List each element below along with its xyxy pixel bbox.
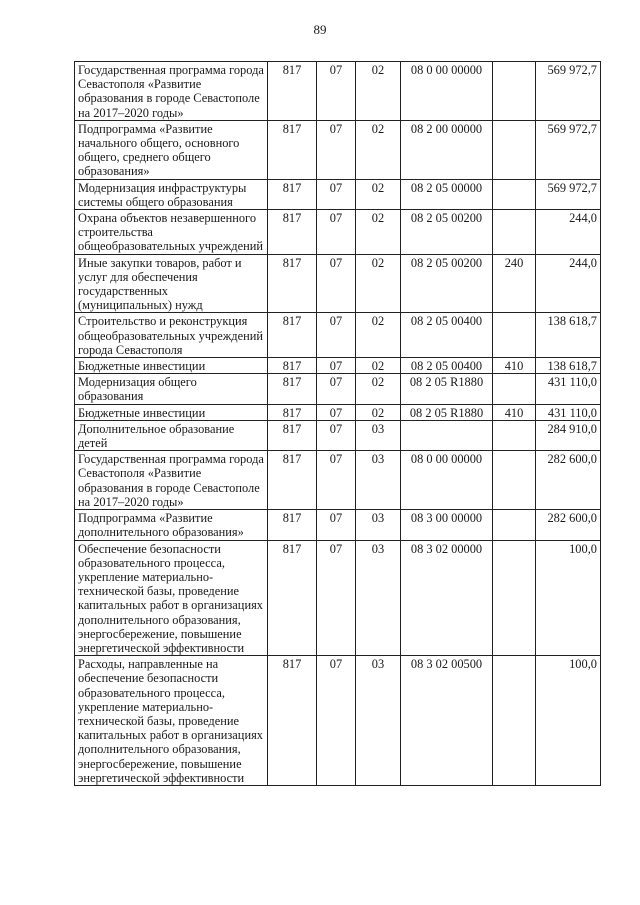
row-target-article: 08 3 00 00000 bbox=[401, 510, 493, 540]
table-row bbox=[75, 62, 601, 121]
row-name: Строительство и реконструкция общеобразовательных учреждений города Севастополя bbox=[75, 313, 268, 358]
row-target-article: 08 2 05 R1880 bbox=[401, 404, 493, 420]
row-subsection-code: 02 bbox=[356, 254, 401, 313]
row-expense-type: 410 bbox=[493, 404, 536, 420]
row-amount: 569 972,7 bbox=[536, 62, 601, 121]
row-target-article: 08 2 05 R1880 bbox=[401, 374, 493, 404]
row-amount: 138 618,7 bbox=[536, 313, 601, 358]
row-amount: 282 600,0 bbox=[536, 510, 601, 540]
row-target-article: 08 2 00 00000 bbox=[401, 120, 493, 179]
row-gr-code: 817 bbox=[268, 210, 317, 255]
row-gr-code: 817 bbox=[268, 374, 317, 404]
row-section-code: 07 bbox=[317, 510, 356, 540]
row-amount: 282 600,0 bbox=[536, 451, 601, 510]
row-name: Подпрограмма «Развитие начального общего, основного общего, среднего общего образования» bbox=[75, 120, 268, 179]
table-row bbox=[75, 540, 601, 656]
row-subsection-code: 02 bbox=[356, 62, 401, 121]
row-amount: 244,0 bbox=[536, 210, 601, 255]
row-subsection-code: 02 bbox=[356, 179, 401, 209]
row-gr-code: 817 bbox=[268, 540, 317, 656]
row-subsection-code: 03 bbox=[356, 656, 401, 786]
row-gr-code: 817 bbox=[268, 179, 317, 209]
row-section-code: 07 bbox=[317, 540, 356, 656]
row-subsection-code: 02 bbox=[356, 210, 401, 255]
row-gr-code: 817 bbox=[268, 451, 317, 510]
row-amount: 100,0 bbox=[536, 540, 601, 656]
row-target-article: 08 2 05 00400 bbox=[401, 313, 493, 358]
row-subsection-code: 02 bbox=[356, 358, 401, 374]
row-section-code: 07 bbox=[317, 313, 356, 358]
row-gr-code: 817 bbox=[268, 510, 317, 540]
row-amount: 138 618,7 bbox=[536, 358, 601, 374]
row-name: Охрана объектов незавершенного строительства общеобразовательных учреждений bbox=[75, 210, 268, 255]
row-name: Расходы, направленные на обеспечение безопасности образовательного процесса, укрепление материально-технической базы, проведение капитальных работ в организациях дополнительного образования, энергосбережение, повышение энергетической эффективности bbox=[75, 656, 268, 786]
row-section-code: 07 bbox=[317, 210, 356, 255]
table-row bbox=[75, 374, 601, 404]
row-target-article bbox=[401, 420, 493, 450]
row-target-article: 08 2 05 00200 bbox=[401, 254, 493, 313]
row-subsection-code: 02 bbox=[356, 374, 401, 404]
row-subsection-code: 03 bbox=[356, 540, 401, 656]
row-name: Дополнительное образование детей bbox=[75, 420, 268, 450]
budget-table bbox=[74, 61, 601, 786]
row-section-code: 07 bbox=[317, 451, 356, 510]
row-name: Модернизация общего образования bbox=[75, 374, 268, 404]
page-number: 89 bbox=[313, 22, 327, 37]
table-row bbox=[75, 358, 601, 374]
table-row bbox=[75, 120, 601, 179]
row-section-code: 07 bbox=[317, 120, 356, 179]
row-subsection-code: 03 bbox=[356, 420, 401, 450]
row-amount: 284 910,0 bbox=[536, 420, 601, 450]
row-section-code: 07 bbox=[317, 254, 356, 313]
row-expense-type: 240 bbox=[493, 254, 536, 313]
row-expense-type bbox=[493, 540, 536, 656]
row-section-code: 07 bbox=[317, 62, 356, 121]
row-gr-code: 817 bbox=[268, 420, 317, 450]
row-target-article: 08 3 02 00500 bbox=[401, 656, 493, 786]
row-expense-type bbox=[493, 420, 536, 450]
row-amount: 431 110,0 bbox=[536, 374, 601, 404]
row-name: Иные закупки товаров, работ и услуг для обеспечения государственных (муниципальных) нужд bbox=[75, 254, 268, 313]
row-subsection-code: 02 bbox=[356, 313, 401, 358]
row-amount: 244,0 bbox=[536, 254, 601, 313]
row-expense-type bbox=[493, 120, 536, 179]
row-section-code: 07 bbox=[317, 404, 356, 420]
row-gr-code: 817 bbox=[268, 313, 317, 358]
row-gr-code: 817 bbox=[268, 358, 317, 374]
row-name: Бюджетные инвестиции bbox=[75, 404, 268, 420]
row-amount: 569 972,7 bbox=[536, 179, 601, 209]
row-expense-type: 410 bbox=[493, 358, 536, 374]
table-row bbox=[75, 313, 601, 358]
row-name: Подпрограмма «Развитие дополнительного образования» bbox=[75, 510, 268, 540]
row-target-article: 08 0 00 00000 bbox=[401, 62, 493, 121]
table-row bbox=[75, 420, 601, 450]
row-target-article: 08 2 05 00200 bbox=[401, 210, 493, 255]
row-gr-code: 817 bbox=[268, 62, 317, 121]
table-row bbox=[75, 656, 601, 786]
row-name: Модернизация инфраструктуры системы общего образования bbox=[75, 179, 268, 209]
row-section-code: 07 bbox=[317, 374, 356, 404]
row-gr-code: 817 bbox=[268, 404, 317, 420]
row-amount: 431 110,0 bbox=[536, 404, 601, 420]
table-row bbox=[75, 404, 601, 420]
row-target-article: 08 2 05 00000 bbox=[401, 179, 493, 209]
row-name: Государственная программа города Севастополя «Развитие образования в городе Севастополе на 2017–2020 годы» bbox=[75, 451, 268, 510]
table-row bbox=[75, 210, 601, 255]
table-row bbox=[75, 451, 601, 510]
row-subsection-code: 02 bbox=[356, 120, 401, 179]
row-amount: 100,0 bbox=[536, 656, 601, 786]
row-expense-type bbox=[493, 656, 536, 786]
row-expense-type bbox=[493, 179, 536, 209]
row-expense-type bbox=[493, 313, 536, 358]
row-subsection-code: 03 bbox=[356, 510, 401, 540]
row-subsection-code: 02 bbox=[356, 404, 401, 420]
row-target-article: 08 3 02 00000 bbox=[401, 540, 493, 656]
table-row bbox=[75, 254, 601, 313]
table-row bbox=[75, 510, 601, 540]
row-gr-code: 817 bbox=[268, 656, 317, 786]
row-section-code: 07 bbox=[317, 656, 356, 786]
row-target-article: 08 2 05 00400 bbox=[401, 358, 493, 374]
row-expense-type bbox=[493, 62, 536, 121]
row-section-code: 07 bbox=[317, 179, 356, 209]
row-gr-code: 817 bbox=[268, 254, 317, 313]
row-expense-type bbox=[493, 510, 536, 540]
row-amount: 569 972,7 bbox=[536, 120, 601, 179]
table-row bbox=[75, 179, 601, 209]
row-section-code: 07 bbox=[317, 358, 356, 374]
row-name: Обеспечение безопасности образовательного процесса, укрепление материально-технической базы, проведение капитальных работ в организациях дополнительного образования, энергосбережение, повышение энергетической эффективности bbox=[75, 540, 268, 656]
row-expense-type bbox=[493, 451, 536, 510]
row-expense-type bbox=[493, 210, 536, 255]
row-name: Государственная программа города Севастополя «Развитие образования в городе Севастополе на 2017–2020 годы» bbox=[75, 62, 268, 121]
row-gr-code: 817 bbox=[268, 120, 317, 179]
row-expense-type bbox=[493, 374, 536, 404]
row-name: Бюджетные инвестиции bbox=[75, 358, 268, 374]
row-section-code: 07 bbox=[317, 420, 356, 450]
row-subsection-code: 03 bbox=[356, 451, 401, 510]
row-target-article: 08 0 00 00000 bbox=[401, 451, 493, 510]
